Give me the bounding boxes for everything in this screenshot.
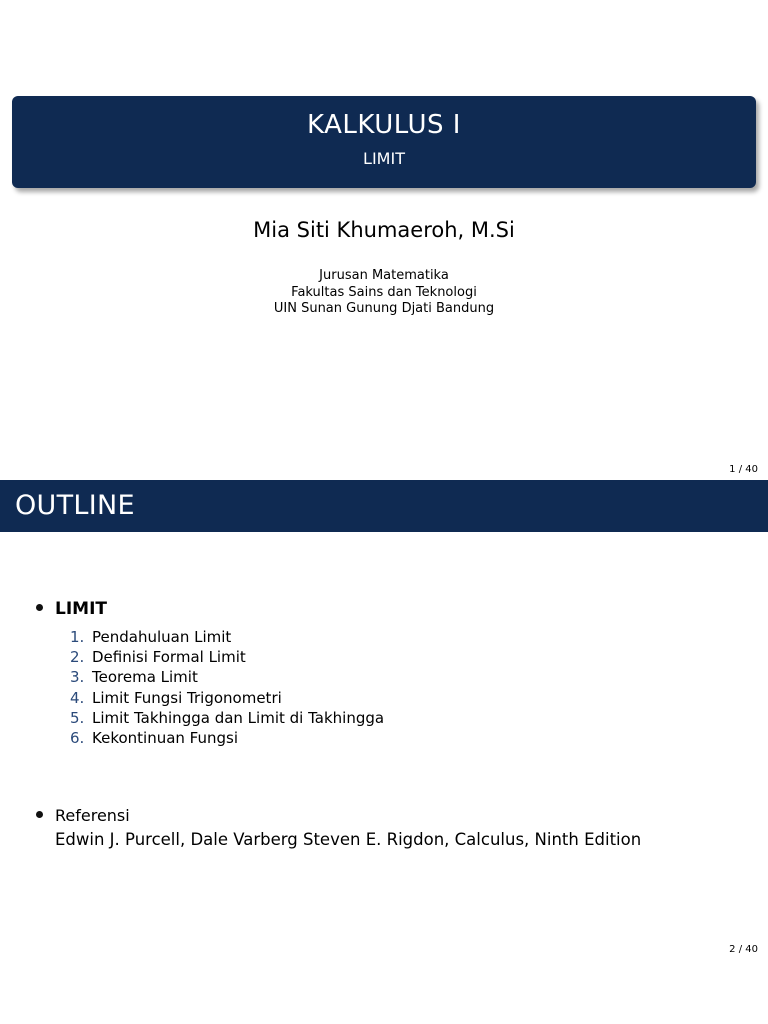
list-item [70,708,384,728]
reference-citation: Edwin J. Purcell, Dale Varberg Steven E. Rigdon, Calculus, Ninth Edition [55,830,642,849]
list-item-number: 1. [70,628,85,646]
page-number: 1 / 40 [729,464,758,475]
list-item-number: 4. [70,688,85,707]
bullet-label: Referensi [55,806,130,825]
title-slide [0,0,768,480]
affiliation-department: Jurusan Matematika [319,268,449,283]
slide-title: KALKULUS I [307,110,461,140]
affiliation-university: UIN Sunan Gunung Djati Bandung [273,301,495,316]
outline-bullet-limit [36,599,107,619]
bullet-icon [36,811,43,818]
affiliation-faculty: Fakultas Sains dan Teknologi [291,284,477,300]
outline-bullet-referensi [36,806,130,825]
outline-slide [0,480,768,1024]
list-item [70,667,384,687]
list-item-number: 6. [70,729,85,748]
author-name: Mia Siti Khumaeroh, M.Si [253,218,515,242]
bullet-icon [36,604,43,611]
slide-header-title: OUTLINE [15,490,135,521]
outline-sublist [70,627,384,748]
slide-header-bar [0,480,768,532]
list-item [70,647,384,667]
slide-subtitle: LIMIT [363,149,405,168]
list-item-text: Limit Takhingga dan Limit di Takhingga [92,708,385,727]
list-item [70,627,384,647]
list-item [70,688,384,708]
list-item-text: Definisi Formal Limit [92,648,246,667]
bullet-label: LIMIT [55,599,107,619]
title-banner [12,96,756,188]
list-item [70,728,384,748]
list-item-text: Teorema Limit [92,668,198,687]
affiliation-block [0,268,768,318]
list-item-number: 3. [70,668,85,687]
list-item-text: Kekontinuan Fungsi [92,729,239,748]
page-number: 2 / 40 [729,944,758,955]
list-item-number: 5. [70,708,85,727]
list-item-text: Pendahuluan Limit [92,628,232,646]
list-item-text: Limit Fungsi Trigonometri [92,688,282,707]
list-item-number: 2. [70,648,85,667]
